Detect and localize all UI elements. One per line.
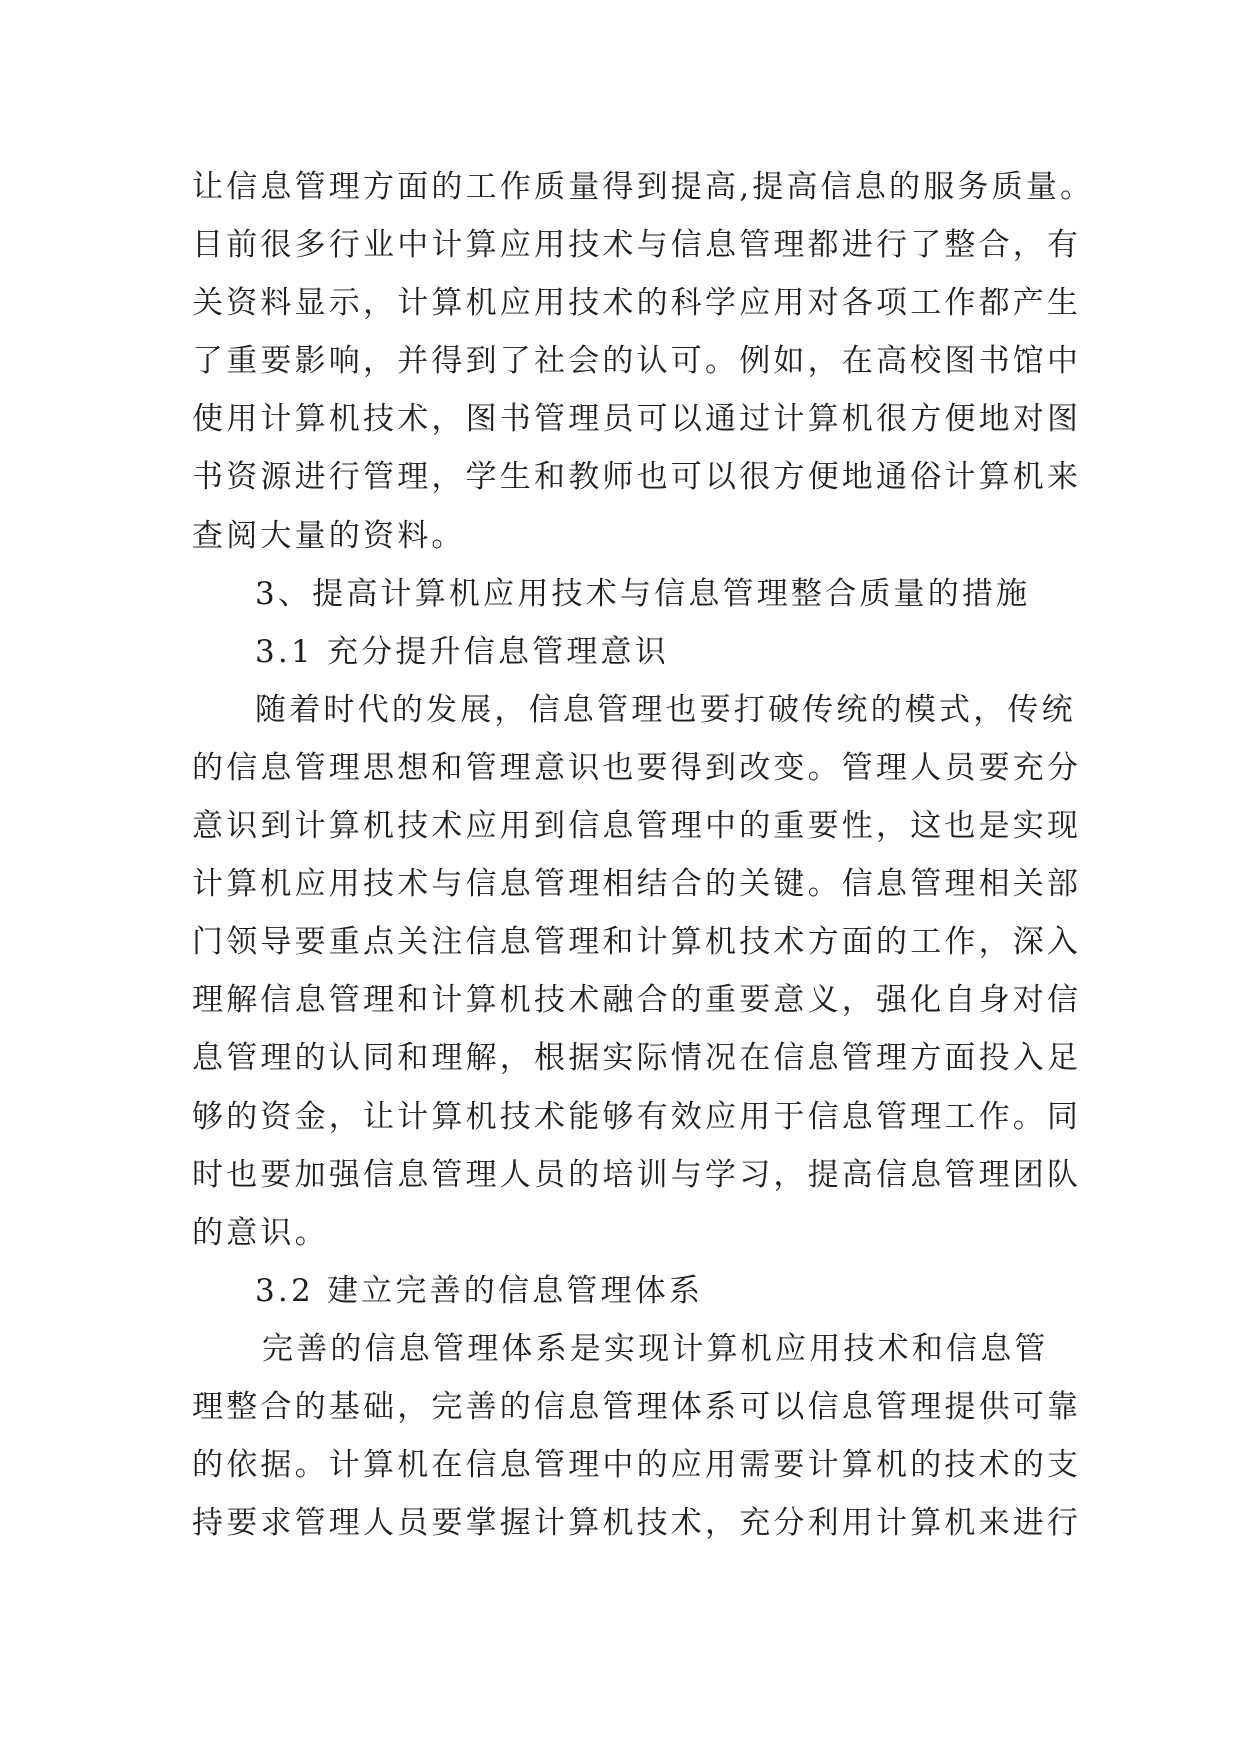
text-line: 了重要影响，并得到了社会的认可。例如，在高校图书馆中 bbox=[192, 343, 1082, 380]
text-line: 息管理的认同和理解，根据实际情况在信息管理方面投入足 bbox=[192, 1040, 1082, 1077]
subsection-heading: 3.2 建立完善的信息管理体系 bbox=[255, 1272, 704, 1309]
text-line: 理整合的基础，完善的信息管理体系可以信息管理提供可靠 bbox=[192, 1388, 1082, 1425]
text-line: 够的资金，让计算机技术能够有效应用于信息管理工作。同 bbox=[192, 1098, 1082, 1135]
text-line: 门领导要重点关注信息管理和计算机技术方面的工作，深入 bbox=[192, 924, 1082, 961]
text-line: 意识到计算机技术应用到信息管理中的重要性，这也是实现 bbox=[192, 808, 1082, 845]
text-line: 书资源进行管理，学生和教师也可以很方便地通俗计算机来 bbox=[192, 459, 1082, 496]
text-line: 目前很多行业中计算应用技术与信息管理都进行了整合，有 bbox=[192, 227, 1082, 264]
section-heading: 3、提高计算机应用技术与信息管理整合质量的措施 bbox=[255, 575, 1031, 612]
text-line: 的依据。计算机在信息管理中的应用需要计算机的技术的支 bbox=[192, 1447, 1082, 1484]
text-line: 时也要加强信息管理人员的培训与学习，提高信息管理团队 bbox=[192, 1156, 1082, 1193]
text-line: 关资料显示，计算机应用技术的科学应用对各项工作都产生 bbox=[192, 285, 1082, 322]
text-line: 使用计算机技术，图书管理员可以通过计算机很方便地对图 bbox=[192, 401, 1082, 438]
text-line: 计算机应用技术与信息管理相结合的关键。信息管理相关部 bbox=[192, 866, 1082, 903]
text-line: 完善的信息管理体系是实现计算机应用技术和信息管 bbox=[262, 1330, 1049, 1367]
text-line: 让信息管理方面的工作质量得到提高,提高信息的服务质量。 bbox=[192, 169, 1095, 205]
text-line: 理解信息管理和计算机技术融合的重要意义，强化自身对信 bbox=[192, 982, 1082, 1019]
text-line: 的信息管理思想和管理意识也要得到改变。管理人员要充分 bbox=[192, 749, 1082, 786]
document-body bbox=[192, 158, 1095, 1552]
text-line: 的意识。 bbox=[192, 1214, 329, 1251]
subsection-heading: 3.1 充分提升信息管理意识 bbox=[255, 633, 669, 670]
text-line: 持要求管理人员要掌握计算机技术，充分利用计算机来进行 bbox=[192, 1505, 1082, 1542]
text-line: 查阅大量的资料。 bbox=[192, 517, 466, 554]
text-line: 随着时代的发展，信息管理也要打破传统的模式，传统 bbox=[255, 691, 1076, 728]
